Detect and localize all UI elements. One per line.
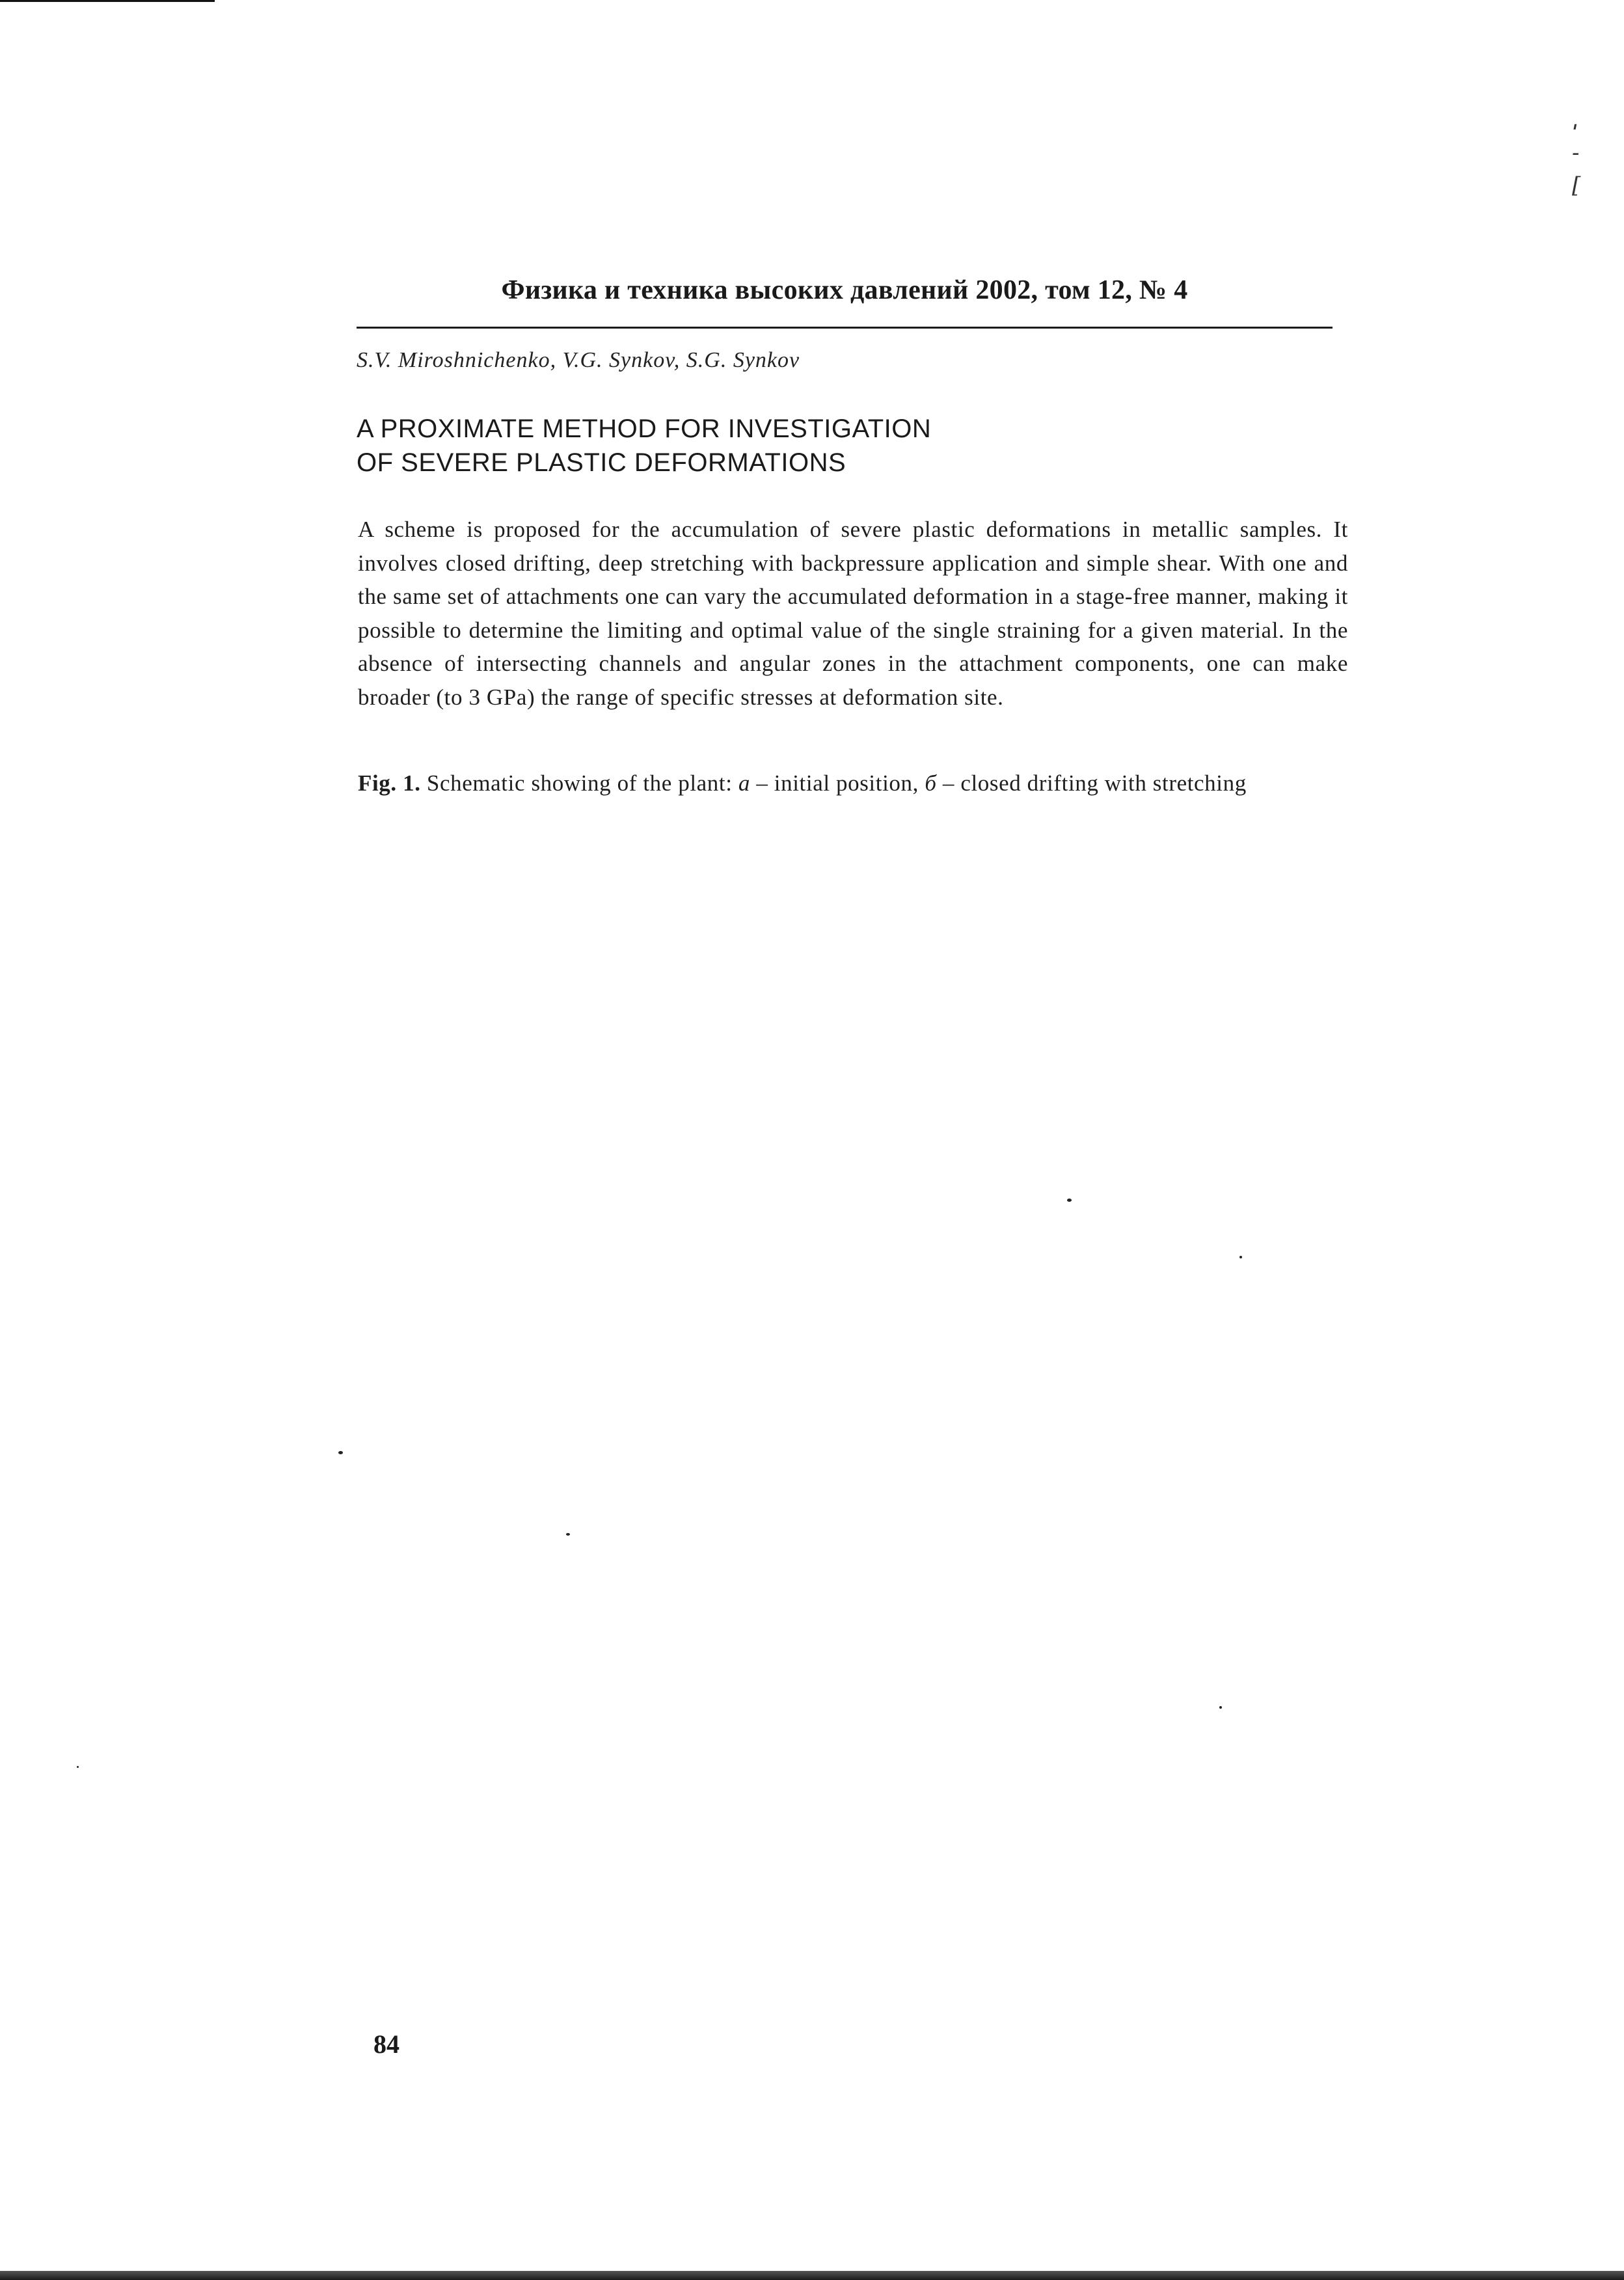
header-rule: [357, 327, 1333, 329]
scan-speck: [1219, 1706, 1222, 1709]
page-number: 84: [373, 2029, 399, 2059]
abstract-paragraph: A scheme is proposed for the accumulation of severe plastic deformations in metallic samples. It involves closed drifting, deep stretching with backpressure application and simple shear. With one and the same set of attachments one can vary the accumulated deformation in a stage-free manner, making it possible to determine the limiting and optimal value of the single straining for a given material. In the absence of intersecting channels and angular zones in the attachment components, one can make broader (to 3 GPa) the range of specific stresses at deformation site.: [358, 517, 1348, 710]
scan-speck: [566, 1533, 570, 1536]
caption-panel-b-text: – closed drifting with stretching: [936, 770, 1247, 796]
scan-speck: [77, 1766, 79, 1768]
scan-speck: [1239, 1256, 1242, 1258]
caption-panel-a-letter: a: [738, 770, 750, 796]
paper-title: [357, 412, 1333, 480]
scan-speck: [1067, 1199, 1072, 1202]
figure-caption: [358, 767, 1348, 800]
margin-pencil-marks: ˌ - [: [1572, 107, 1581, 198]
caption-panel-a-text: – initial position,: [750, 770, 925, 796]
scan-edge-bottom: [0, 2271, 1624, 2280]
author-list: S.V. Miroshnichenko, V.G. Synkov, S.G. Synkov: [357, 348, 800, 372]
caption-panel-b-letter: б: [925, 770, 937, 796]
paper-title-line-2: OF SEVERE PLASTIC DEFORMATIONS: [357, 448, 846, 477]
scan-speck: [338, 1451, 343, 1454]
caption-text-intro: Schematic showing of the plant:: [420, 770, 738, 796]
scan-edge-top: [0, 0, 215, 2]
journal-running-head: Физика и техника высоких давлений 2002, том 12, № 4: [501, 275, 1188, 305]
paper-title-line-1: A PROXIMATE METHOD FOR INVESTIGATION: [357, 414, 932, 443]
figure-label: Fig. 1.: [358, 770, 421, 796]
